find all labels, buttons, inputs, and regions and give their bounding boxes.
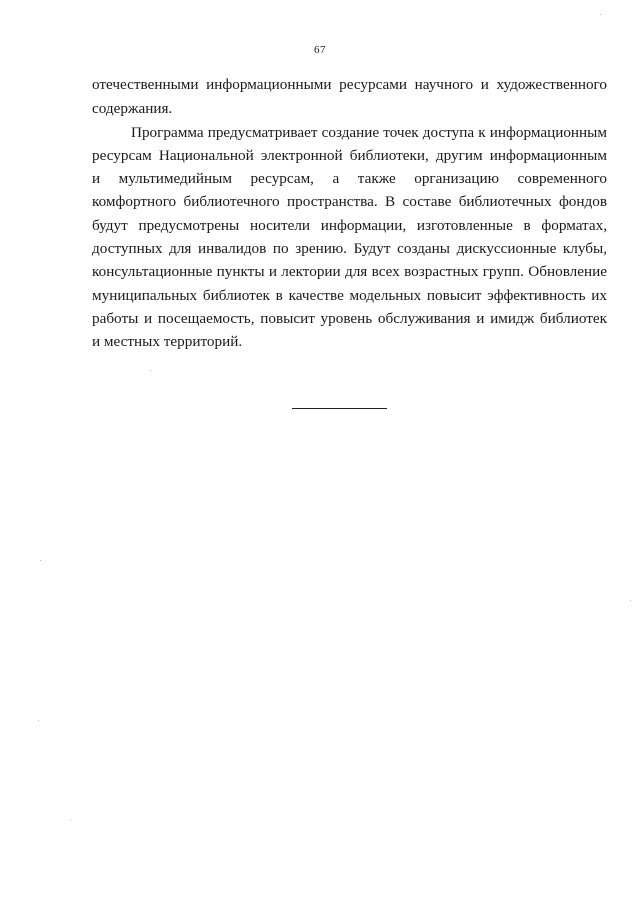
text-line: комфортного библиотечного пространства. В составе библиотечных фондов	[92, 193, 607, 210]
text-line: муниципальных библиотек в качестве модельных повысит эффективность их	[92, 287, 607, 304]
scan-speck	[70, 820, 71, 821]
section-separator	[292, 408, 387, 409]
page-number: 67	[314, 44, 326, 56]
scan-speck	[630, 600, 631, 601]
scan-speck	[600, 14, 601, 15]
text-line: и мультимедийным ресурсам, а также организацию современного	[92, 170, 607, 187]
text-line: работы и посещаемость, повысит уровень обслуживания и имидж библиотек	[92, 310, 607, 327]
text-line: будут предусмотрены носители информации, изготовленные в форматах,	[92, 217, 607, 234]
text-line: доступных для инвалидов по зрению. Будут созданы дискуссионные клубы,	[92, 240, 607, 257]
text-line: отечественными информационными ресурсами научного и художественного	[92, 76, 607, 93]
text-line: консультационные пункты и лектории для всех возрастных групп. Обновление	[92, 263, 607, 280]
scan-speck	[40, 560, 41, 561]
text-line: содержания.	[92, 100, 173, 117]
text-line: ресурсам Национальной электронной библиотеки, другим информационным	[92, 147, 607, 164]
scan-speck	[38, 720, 39, 721]
text-line: Программа предусматривает создание точек доступа к информационным	[131, 124, 607, 141]
text-line: и местных территорий.	[92, 333, 243, 350]
scan-speck	[150, 370, 151, 371]
